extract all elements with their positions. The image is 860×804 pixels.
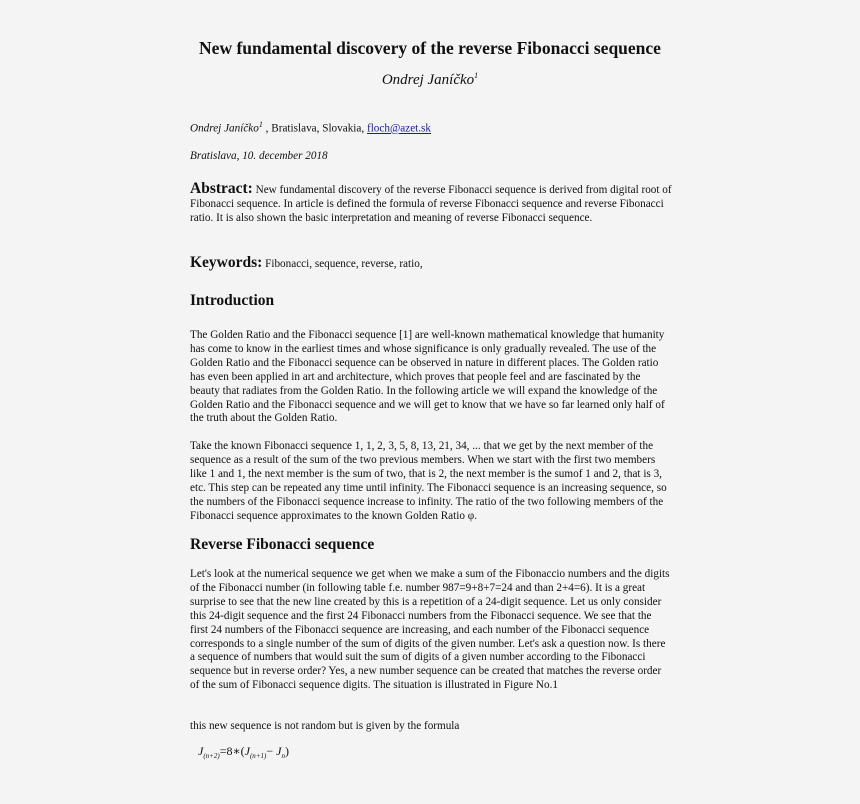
formula-term-2-subscript: n bbox=[281, 752, 285, 760]
formula-lhs-subscript: (n+2) bbox=[203, 752, 220, 760]
affiliation-place: , Bratislava, Slovakia, bbox=[262, 122, 367, 135]
paper-title: New fundamental discovery of the reverse Fibonacci sequence bbox=[199, 38, 661, 58]
reverse-fibonacci-formula bbox=[198, 744, 289, 760]
keywords-label: Keywords: bbox=[190, 254, 263, 271]
introduction-paragraph-1: The Golden Ratio and the Fibonacci sequence [1] are well-known mathematical knowledge that humanity has come to know in the earliest times and whose significance is only gradually revealed. The use of the Golden Ratio and the Fibonacci sequence can be observed in nature in different places. The Golden ratio has even been applied in art and architecture, which proves that people feel and are fascinated by the beauty that radiates from the Golden Ratio. In the following article we will expand the knowledge of the Golden Ratio and the Fibonacci sequence and we will get to know that we have so far learned only half of the truth about the Golden Ratio. bbox=[190, 329, 665, 425]
formula-term-2: J bbox=[276, 744, 282, 758]
formula-close-paren: ) bbox=[284, 744, 289, 758]
formula-lhs: J bbox=[198, 744, 204, 758]
abstract-text: New fundamental discovery of the reverse Fibonacci sequence is derived from digital root of Fibonacci sequence. In article is defined the formula of reverse Fibonacci sequence and reverse Fibonacci ratio. It is also shown the basic interpretation and meaning of reverse Fibonacci sequence. bbox=[190, 184, 672, 224]
reverse-paragraph-2: this new sequence is not random but is given by the formula bbox=[190, 720, 460, 732]
keywords-text: Fibonacci, sequence, reverse, ratio, bbox=[265, 258, 423, 270]
reverse-fibonacci-heading: Reverse Fibonacci sequence bbox=[190, 536, 375, 553]
abstract-label: Abstract: bbox=[190, 180, 253, 197]
paper-date: Bratislava, 10. december 2018 bbox=[190, 150, 328, 162]
affiliation-superscript: 1 bbox=[258, 120, 263, 129]
affiliation-line bbox=[190, 118, 672, 137]
formula-equals: =8∗( bbox=[219, 744, 245, 758]
affiliation-name: Ondrej Janíčko bbox=[190, 122, 259, 135]
abstract-section bbox=[190, 182, 672, 226]
introduction-paragraph-2: Take the known Fibonacci sequence 1, 1, 2, 3, 5, 8, 13, 21, 34, ... that we get by the next member of the sequence as a result of the sum of the two previous members. When we start with the first two members like 1 and 1, the next member is the sum of two, that is 2, the next member is the sumof 1 and 2, that is 3, etc. This step can be repeated any time until infinity. The Fibonacci sequence is an increasing sequence, so the numbers of the Fibonacci sequence increase to infinity. The ratio of the two following members of the Fibonacci sequence approximates to the known Golden Ratio φ. bbox=[190, 440, 667, 522]
keywords-section bbox=[190, 256, 672, 272]
author-superscript: 1 bbox=[474, 71, 479, 80]
formula-term-1-subscript: (n+1) bbox=[249, 752, 267, 760]
formula-term-1: J bbox=[244, 744, 250, 758]
author-line bbox=[0, 71, 860, 89]
author-name: Ondrej Janíčko bbox=[381, 72, 475, 88]
formula-minus: − bbox=[266, 744, 277, 758]
email-link[interactable]: floch@azet.sk bbox=[366, 122, 432, 135]
introduction-heading: Introduction bbox=[190, 292, 275, 309]
reverse-paragraph-1: Let's look at the numerical sequence we get when we make a sum of the Fibonaccio numbers and the digits of the Fibonacci number (in following table f.e. number 987=9+8+7=24 and than 2+4=6). It is a great surprise to see that the new line created by this is a repetition of a 24-digit sequence. Let us only consider this 24-digit sequence and the first 24 Fibonacci numbers from the Fibonacci sequence. We see that the first 24 numbers of the Fibonacci sequence are increasing, and each number of the Fibonacci sequence corresponds to a single number of the sum of digits of the given number. Let's ask a question now. Is there a sequence of numbers that would suit the sum of digits of a given number according to the Fibonacci sequence but in reverse order? Yes, a new number sequence can be created that matches the reverse order of the sum of Fibonacci sequence digits. The situation is illustrated in Figure No.1 bbox=[190, 568, 670, 692]
